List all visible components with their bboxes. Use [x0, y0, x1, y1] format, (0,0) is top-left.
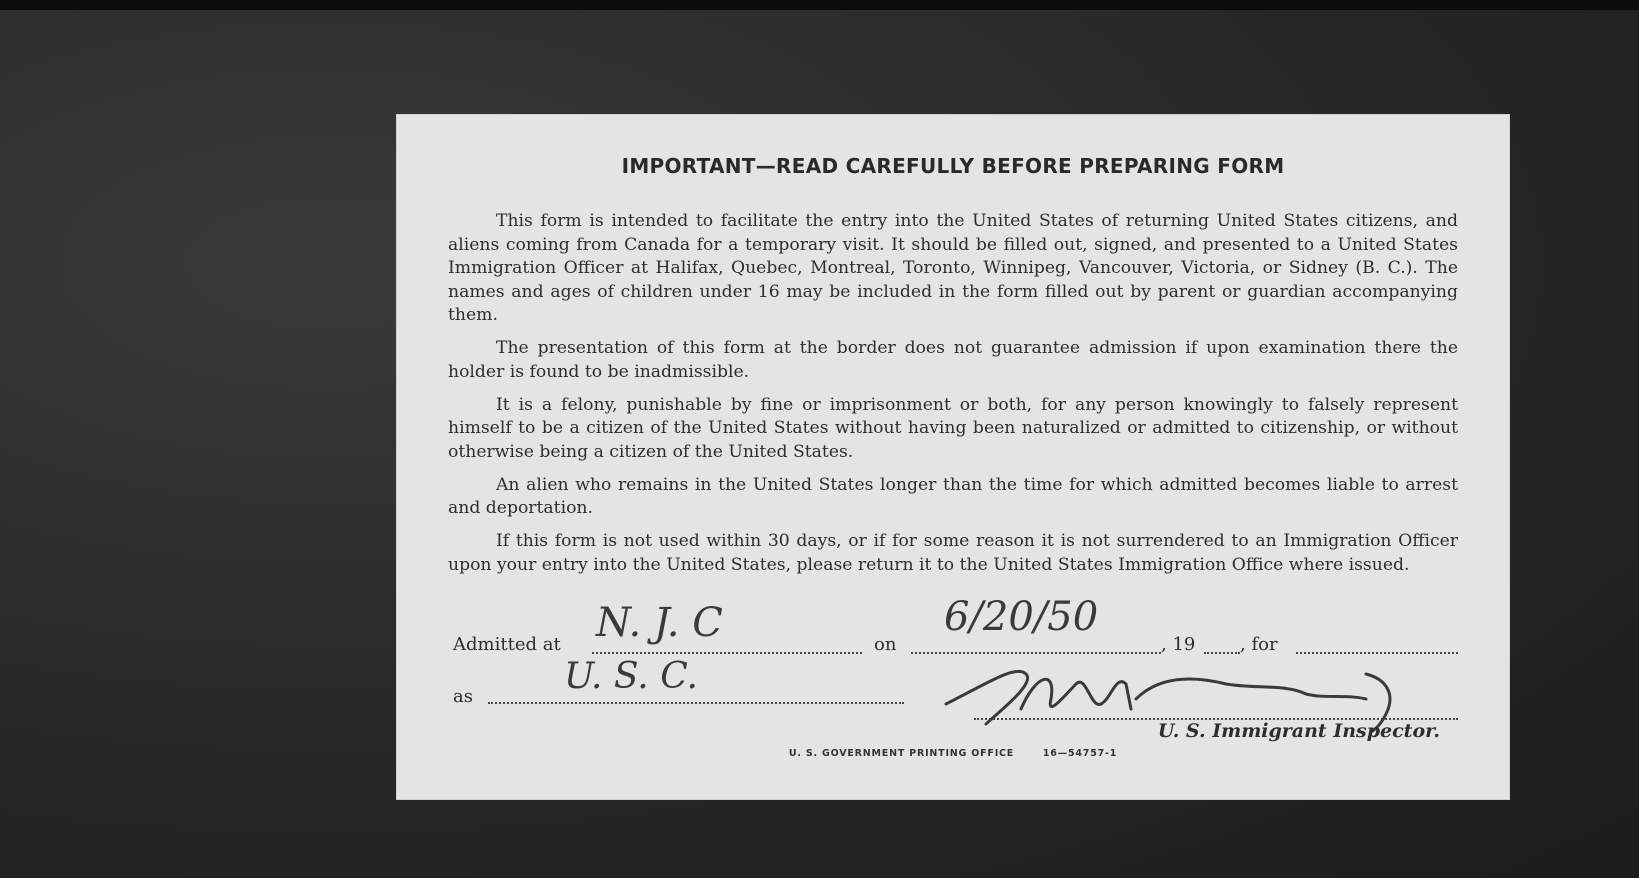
on-label: on [874, 634, 897, 655]
instruction-paragraph: It is a felony, punishable by fine or imprisonment or both, for any person knowingly to falsely represent himself to be a citizen of the United States without having been naturalized or admitted to citizenship, or without otherwise being a citizen of the United States. [448, 394, 1458, 462]
printing-office-name: U. S. GOVERNMENT PRINTING OFFICE [788, 748, 1015, 759]
admitted-at-line [592, 652, 862, 654]
form-title: IMPORTANT—READ CAREFULLY BEFORE PREPARING FORM [621, 154, 1285, 178]
printing-office-footer [396, 748, 1510, 759]
admitted-at-label: Admitted at [453, 634, 561, 655]
as-value: U. S. C. [564, 656, 698, 697]
instruction-paragraph: If this form is not used within 30 days, or if for some reason it is not surrendered to an Immigration Officer upon your entry into the United States, please return it to the United States Immigration Office where issued. [448, 531, 1458, 575]
admitted-at-value: N. J. C [596, 600, 723, 646]
for-label: , for [1240, 634, 1278, 655]
as-line [488, 702, 904, 704]
instruction-paragraph: This form is intended to facilitate the entry into the United States of returning United States citizens, and aliens coming from Canada for a temporary visit. It should be filled out, signed, and presented to a United States Immigration Officer at Halifax, Quebec, Montreal, Toronto, Winnipeg, Vancouver, Victoria, or Sidney (B. C.). The names and ages of children under 16 may be included in the form filled out by parent or guardian accompanying them. [448, 211, 1458, 325]
form-instructions [448, 210, 1458, 587]
on-date-value: 6/20/50 [944, 594, 1099, 640]
as-label: as [453, 686, 473, 707]
inspector-label: U. S. Immigrant Inspector. [1157, 720, 1440, 742]
instruction-paragraph: The presentation of this form at the border does not guarantee admission if upon examination there the holder is found to be inadmissible. [448, 338, 1458, 382]
instruction-paragraph: An alien who remains in the United States longer than the time for which admitted becomes liable to arrest and deportation. [448, 474, 1458, 518]
year-label: , 19 [1161, 634, 1196, 655]
form-code: 16—54757-1 [1042, 748, 1118, 759]
immigration-form-card [396, 114, 1510, 800]
